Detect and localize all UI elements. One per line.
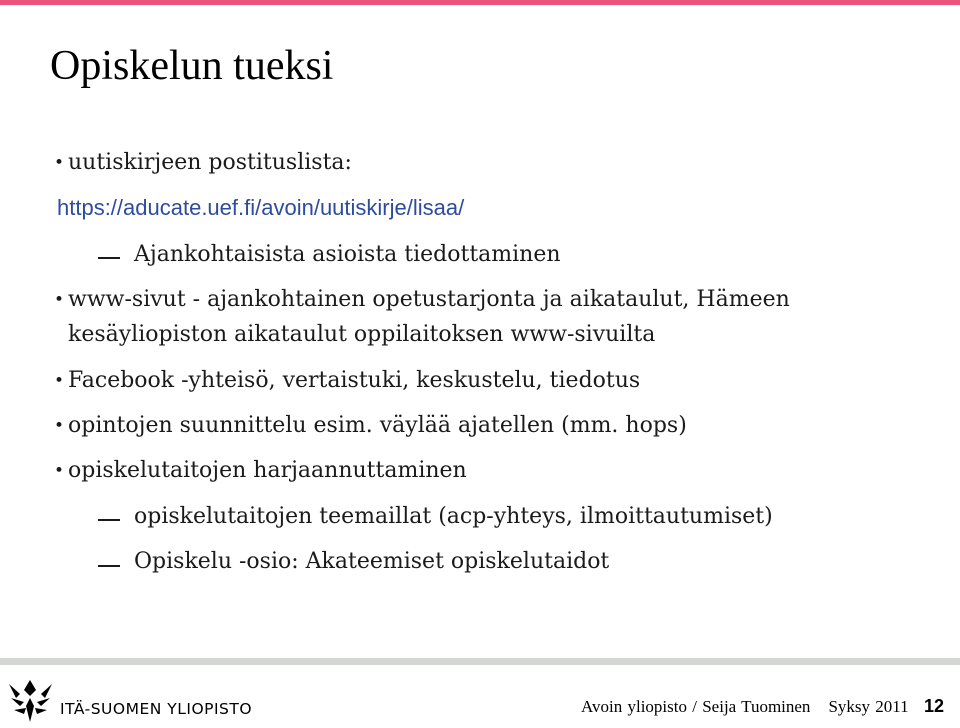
top-accent-bar (0, 0, 960, 5)
slide-title: Opiskelun tueksi (50, 43, 334, 89)
university-logo-icon (6, 676, 56, 724)
dash-icon (98, 519, 120, 521)
bullet-icon: • (54, 371, 65, 391)
bullet-icon: • (54, 290, 65, 310)
list-item-study-planning: opintojen suunnittelu esim. väylää ajatellen (mm. hops) (68, 413, 687, 438)
list-item-websites: www-sivut - ajankohtainen opetustarjonta ja aikataulut, Hämeen (68, 287, 790, 312)
dash-icon (98, 565, 120, 567)
sub-item-theme-evenings: opiskelutaitojen teemaillat (acp-yhteys, ilmoittautumiset) (134, 504, 773, 529)
dash-icon (98, 257, 120, 259)
list-item-facebook: Facebook -yhteisö, vertaistuki, keskustelu, tiedotus (68, 368, 641, 393)
footer-bar (0, 658, 960, 665)
list-item-study-skills: opiskelutaitojen harjaannuttaminen (68, 458, 467, 483)
sub-item-academic-skills: Opiskelu -osio: Akateemiset opiskelutaidot (134, 549, 610, 574)
list-item-websites-continued: kesäyliopiston aikataulut oppilaitoksen www-sivuilta (68, 322, 656, 347)
university-name: ITÄ-SUOMEN YLIOPISTO (60, 700, 253, 718)
bullet-icon: • (54, 153, 65, 173)
footer-author: Avoin yliopisto / Seija Tuominen (581, 697, 811, 716)
list-item-newsletter: uutiskirjeen postituslista: (68, 150, 352, 175)
bullet-icon: • (54, 416, 65, 436)
footer-season: Syksy 2011 (828, 697, 909, 716)
sub-item-announcements: Ajankohtaisista asioista tiedottaminen (134, 242, 561, 267)
footer-credit (581, 697, 909, 717)
newsletter-link[interactable]: https://aducate.uef.fi/avoin/uutiskirje/lisaa/ (57, 195, 465, 220)
page-number: 12 (924, 696, 945, 716)
bullet-icon: • (54, 461, 65, 481)
